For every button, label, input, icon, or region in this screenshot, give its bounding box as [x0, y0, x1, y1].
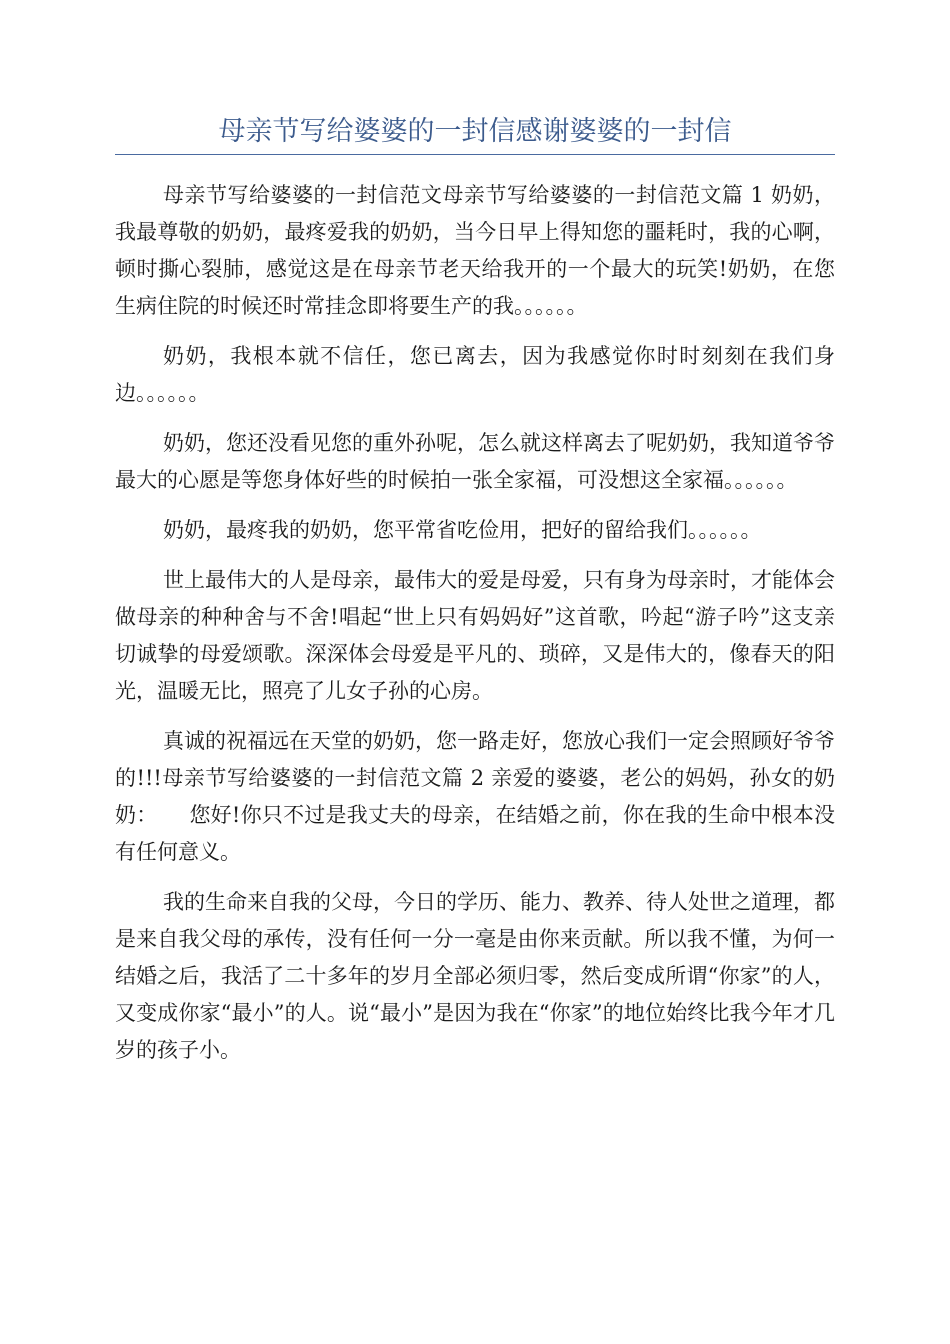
paragraph: 我的生命来自我的父母，今日的学历、能力、教养、待人处世之道理，都是来自我父母的承传，没有任何一分一毫是由你来贡献。所以我不懂，为何一结婚之后，我活了二十多年的岁月全部必须归零，然后变成所谓“你家”的人，又变成你家“最小”的人。说“最小”是因为我在“你家”的地位始终比我今年才几岁的孩子小。	[115, 890, 835, 1062]
title-underline	[115, 154, 835, 155]
paragraph: 世上最伟大的人是母亲，最伟大的爱是母爱，只有身为母亲时，才能体会做母亲的种种舍与不舍!唱起“世上只有妈妈好”这首歌，吟起“游子吟”这支亲切诚挚的母爱颂歌。深深体会母爱是平凡的、琐碎，又是伟大的，像春天的阳光，温暖无比，照亮了儿女子孙的心房。	[115, 568, 835, 703]
document-title: 母亲节写给婆婆的一封信感谢婆婆的一封信	[218, 116, 732, 147]
paragraph: 奶奶，我根本就不信任，您已离去，因为我感觉你时时刻刻在我们身边。。。。。。	[115, 344, 835, 405]
document-body	[115, 177, 835, 1082]
paragraph: 真诚的祝福远在天堂的奶奶，您一路走好，您放心我们一定会照顾好爷爷的!!!母亲节写给婆婆的一封信范文篇 2 亲爱的婆婆，老公的妈妈，孙女的奶奶： 您好!你只不过是我丈夫的母亲，在结婚之前，你在我的生命中根本没有任何意义。	[115, 729, 835, 864]
paragraph: 奶奶，您还没看见您的重外孙呢，怎么就这样离去了呢奶奶，我知道爷爷最大的心愿是等您身体好些的时候拍一张全家福，可没想这全家福。。。。。。	[115, 431, 835, 492]
paragraph: 奶奶，最疼我的奶奶，您平常省吃俭用，把好的留给我们。。。。。。	[163, 518, 762, 542]
paragraph: 母亲节写给婆婆的一封信范文母亲节写给婆婆的一封信范文篇 1 奶奶，我最尊敬的奶奶，最疼爱我的奶奶，当今日早上得知您的噩耗时，我的心啊，顿时撕心裂肺，感觉这是在母亲节老天给我开的一个最大的玩笑!奶奶，在您生病住院的时候还时常挂念即将要生产的我。。。。。。	[115, 183, 835, 318]
